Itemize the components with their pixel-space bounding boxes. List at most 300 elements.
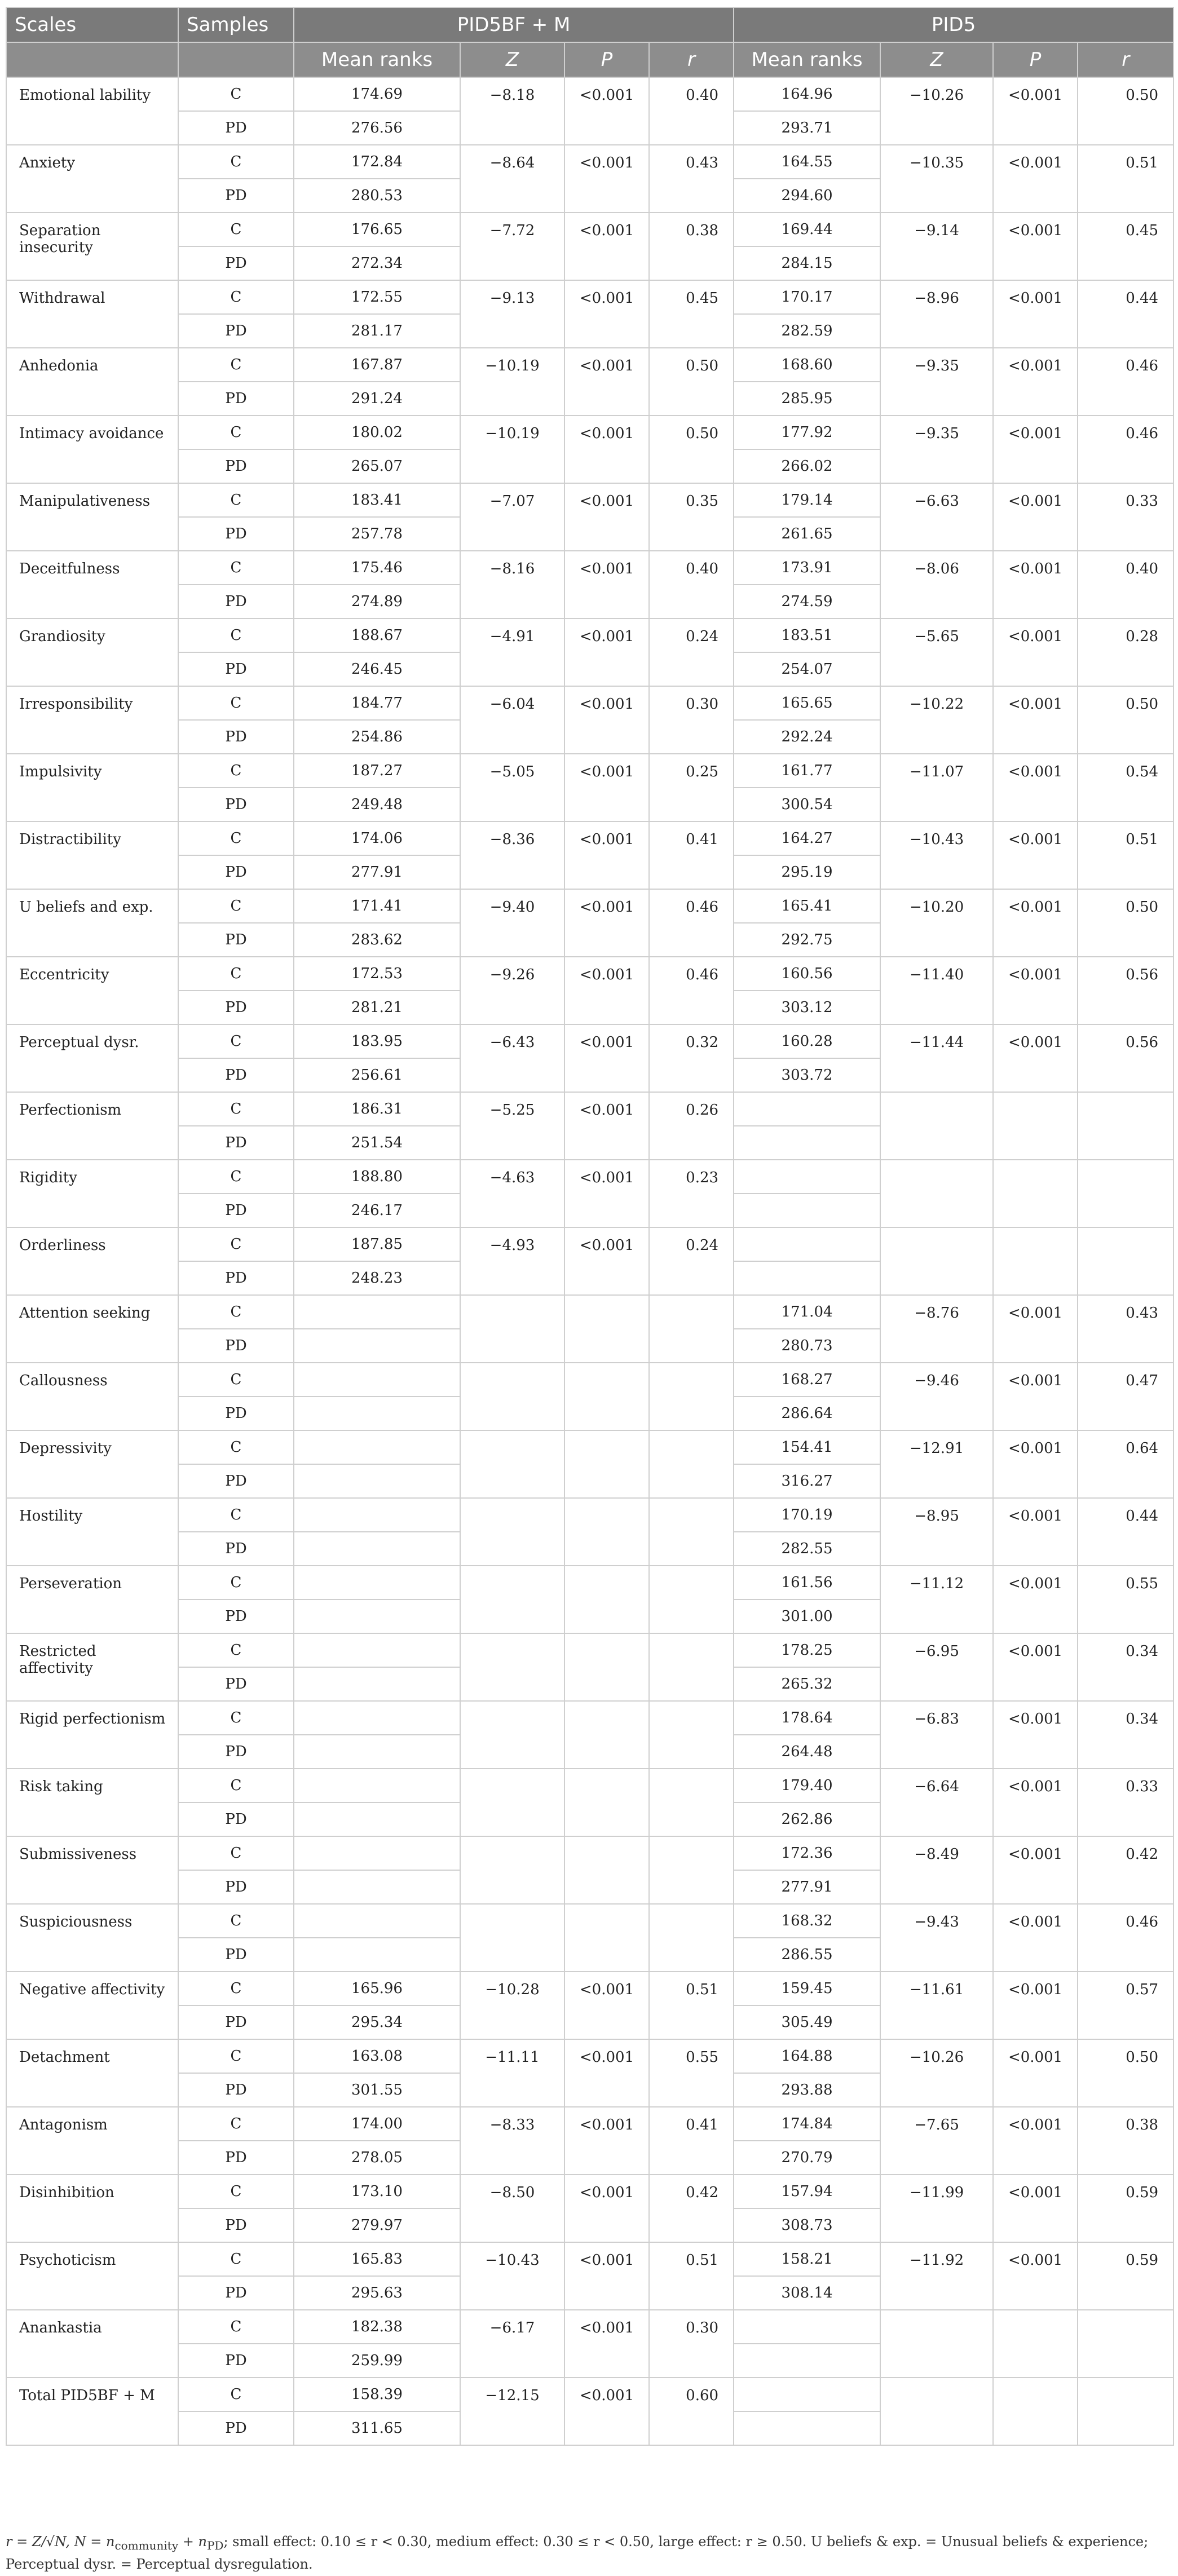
pid5bfm-r: 0.25 <box>649 754 734 821</box>
pid5bfm-mean-rank-c: 180.02 <box>294 416 460 449</box>
pid5-mean-rank-c: 174.84 <box>734 2107 880 2141</box>
pid5bfm-r: 0.24 <box>649 1227 734 1295</box>
pid5-r: 0.57 <box>1078 1972 1173 2039</box>
sample-label-pd: PD <box>178 1938 294 1972</box>
sample-label-pd: PD <box>178 449 294 483</box>
pid5bfm-r <box>649 1498 734 1566</box>
table-row <box>6 1836 1173 1870</box>
header-samples: Samples <box>178 7 294 42</box>
pid5bfm-mean-rank-pd: 274.89 <box>294 585 460 618</box>
pid5-mean-rank-c: 170.17 <box>734 280 880 314</box>
scale-name: Anxiety <box>6 145 178 213</box>
pid5-r: 0.38 <box>1078 2107 1173 2175</box>
scale-name: Anhedonia <box>6 348 178 416</box>
table-row <box>6 1295 1173 1329</box>
pid5-p: <0.001 <box>993 754 1078 821</box>
sample-label-pd: PD <box>178 1261 294 1295</box>
pid5-mean-rank-pd: 286.64 <box>734 1397 880 1430</box>
pid5bfm-p: <0.001 <box>564 1092 649 1160</box>
pid5bfm-mean-rank-c: 171.41 <box>294 889 460 923</box>
scale-name: Submissiveness <box>6 1836 178 1904</box>
pid5-z: −11.12 <box>880 1566 993 1633</box>
sample-label-c: C <box>178 416 294 449</box>
pid5-p: <0.001 <box>993 1024 1078 1092</box>
pid5bfm-mean-rank-pd <box>294 1802 460 1836</box>
sample-label-c: C <box>178 1769 294 1802</box>
pid5bfm-mean-rank-pd <box>294 1329 460 1363</box>
pid5-z <box>880 2310 993 2378</box>
scale-name: Impulsivity <box>6 754 178 821</box>
header-blank <box>178 42 294 77</box>
pid5-mean-rank-pd: 305.49 <box>734 2005 880 2039</box>
pid5-z: −9.14 <box>880 213 993 280</box>
pid5-r <box>1078 2378 1173 2445</box>
sample-label-pd: PD <box>178 2344 294 2378</box>
sample-label-pd: PD <box>178 1464 294 1498</box>
pid5bfm-z: −8.18 <box>460 77 564 145</box>
scale-name: Grandiosity <box>6 618 178 686</box>
sample-label-pd: PD <box>178 720 294 754</box>
pid5bfm-mean-rank-c: 183.95 <box>294 1024 460 1058</box>
pid5bfm-z: −8.64 <box>460 145 564 213</box>
scale-name: Psychoticism <box>6 2242 178 2310</box>
pid5-z: −12.91 <box>880 1430 993 1498</box>
pid5bfm-p <box>564 1769 649 1836</box>
table-row <box>6 1092 1173 1126</box>
pid5bfm-mean-rank-pd <box>294 1464 460 1498</box>
pid5bfm-mean-rank-pd <box>294 1735 460 1769</box>
table-row <box>6 686 1173 720</box>
scale-name: Perceptual dysr. <box>6 1024 178 1092</box>
pid5-mean-rank-pd <box>734 2344 880 2378</box>
pid5bfm-mean-rank-c <box>294 1295 460 1329</box>
pid5bfm-r: 0.41 <box>649 2107 734 2175</box>
pid5bfm-p: <0.001 <box>564 754 649 821</box>
table-row <box>6 1498 1173 1532</box>
pid5bfm-r: 0.41 <box>649 821 734 889</box>
scale-name: Restricted affectivity <box>6 1633 178 1701</box>
sample-label-c: C <box>178 821 294 855</box>
pid5-p: <0.001 <box>993 1904 1078 1972</box>
pid5bfm-p: <0.001 <box>564 2175 649 2242</box>
pid5bfm-r <box>649 1363 734 1430</box>
pid5bfm-r: 0.50 <box>649 416 734 483</box>
pid5bfm-p <box>564 1498 649 1566</box>
pid5bfm-p: <0.001 <box>564 686 649 754</box>
pid5-p: <0.001 <box>993 416 1078 483</box>
pid5bfm-r: 0.60 <box>649 2378 734 2445</box>
sample-label-pd: PD <box>178 1397 294 1430</box>
table-row <box>6 280 1173 314</box>
pid5-z: −11.99 <box>880 2175 993 2242</box>
pid5-mean-rank-pd: 301.00 <box>734 1599 880 1633</box>
scale-name: Withdrawal <box>6 280 178 348</box>
pid5bfm-p: <0.001 <box>564 213 649 280</box>
pid5bfm-r <box>649 1836 734 1904</box>
sample-label-c: C <box>178 618 294 652</box>
table-row <box>6 618 1173 652</box>
scale-name: Rigid perfectionism <box>6 1701 178 1769</box>
pid5bfm-p: <0.001 <box>564 2039 649 2107</box>
scale-name: Emotional lability <box>6 77 178 145</box>
pid5bfm-mean-rank-pd: 276.56 <box>294 111 460 145</box>
pid5bfm-mean-rank-c <box>294 1904 460 1938</box>
pid5-mean-rank-c: 179.14 <box>734 483 880 517</box>
pid5-z: −8.95 <box>880 1498 993 1566</box>
table-row <box>6 1904 1173 1938</box>
pid5-mean-rank-pd: 286.55 <box>734 1938 880 1972</box>
pid5bfm-r: 0.38 <box>649 213 734 280</box>
pid5bfm-mean-rank-c: 183.41 <box>294 483 460 517</box>
sample-label-pd: PD <box>178 1802 294 1836</box>
pid5bfm-r: 0.51 <box>649 2242 734 2310</box>
pid5bfm-r: 0.55 <box>649 2039 734 2107</box>
pid5-r: 0.47 <box>1078 1363 1173 1430</box>
footnote-sub-pd: PD <box>206 2538 224 2552</box>
sample-label-pd: PD <box>178 246 294 280</box>
scale-name: Intimacy avoidance <box>6 416 178 483</box>
table-row <box>6 1227 1173 1261</box>
pid5bfm-z: −10.43 <box>460 2242 564 2310</box>
pid5bfm-r <box>649 1701 734 1769</box>
table-row <box>6 2310 1173 2344</box>
pid5bfm-mean-rank-c: 165.83 <box>294 2242 460 2276</box>
table-row <box>6 1160 1173 1194</box>
sample-label-c: C <box>178 1836 294 1870</box>
pid5-mean-rank-pd: 303.12 <box>734 991 880 1024</box>
table-footnote <box>6 2533 1167 2574</box>
sample-label-c: C <box>178 1227 294 1261</box>
pid5bfm-p: <0.001 <box>564 889 649 957</box>
pid5-z: −8.96 <box>880 280 993 348</box>
pid5bfm-r <box>649 1295 734 1363</box>
pid5bfm-p <box>564 1836 649 1904</box>
pid5bfm-z: −8.33 <box>460 2107 564 2175</box>
pid5bfm-mean-rank-c: 182.38 <box>294 2310 460 2344</box>
pid5-z: −11.07 <box>880 754 993 821</box>
pid5-p <box>993 1227 1078 1295</box>
pid5-mean-rank-c: 178.64 <box>734 1701 880 1735</box>
header-mean-ranks: Mean ranks <box>734 42 880 77</box>
pid5-r <box>1078 1227 1173 1295</box>
pid5-p <box>993 1160 1078 1227</box>
pid5bfm-r <box>649 1769 734 1836</box>
pid5bfm-z <box>460 1363 564 1430</box>
pid5-z: −6.64 <box>880 1769 993 1836</box>
pid5-z: −11.92 <box>880 2242 993 2310</box>
table-row <box>6 213 1173 246</box>
pid5bfm-mean-rank-c <box>294 1633 460 1667</box>
pid5bfm-mean-rank-c: 174.06 <box>294 821 460 855</box>
pid5-z: −9.35 <box>880 416 993 483</box>
pid5-p: <0.001 <box>993 1363 1078 1430</box>
pid5bfm-mean-rank-pd <box>294 1397 460 1430</box>
pid5-p: <0.001 <box>993 1701 1078 1769</box>
pid5bfm-p: <0.001 <box>564 77 649 145</box>
pid5-mean-rank-c: 164.96 <box>734 77 880 111</box>
pid5-z: −10.43 <box>880 821 993 889</box>
pid5-r: 0.56 <box>1078 957 1173 1024</box>
pid5-r: 0.45 <box>1078 213 1173 280</box>
pid5bfm-mean-rank-pd: 246.45 <box>294 652 460 686</box>
pid5-z: −8.76 <box>880 1295 993 1363</box>
pid5-p: <0.001 <box>993 618 1078 686</box>
table-body <box>6 77 1173 2445</box>
pid5-r: 0.51 <box>1078 821 1173 889</box>
sample-label-c: C <box>178 280 294 314</box>
pid5bfm-p: <0.001 <box>564 1024 649 1092</box>
sample-label-pd: PD <box>178 652 294 686</box>
pid5-mean-rank-c: 172.36 <box>734 1836 880 1870</box>
header-r: r <box>649 42 734 77</box>
pid5-p: <0.001 <box>993 1769 1078 1836</box>
pid5-p: <0.001 <box>993 280 1078 348</box>
sample-label-pd: PD <box>178 1126 294 1160</box>
pid5bfm-mean-rank-pd: 311.65 <box>294 2411 460 2445</box>
pid5-mean-rank-pd: 293.71 <box>734 111 880 145</box>
table-row <box>6 2107 1173 2141</box>
pid5bfm-z <box>460 1904 564 1972</box>
pid5bfm-z: −8.16 <box>460 551 564 618</box>
pid5bfm-mean-rank-pd <box>294 1938 460 1972</box>
sample-label-c: C <box>178 1498 294 1532</box>
pid5-mean-rank-pd: 284.15 <box>734 246 880 280</box>
pid5-mean-rank-c: 170.19 <box>734 1498 880 1532</box>
table-row <box>6 1024 1173 1058</box>
sample-label-pd: PD <box>178 991 294 1024</box>
pid5-r: 0.46 <box>1078 416 1173 483</box>
pid5bfm-p: <0.001 <box>564 1227 649 1295</box>
pid5bfm-z: −10.19 <box>460 348 564 416</box>
scale-name: Eccentricity <box>6 957 178 1024</box>
pid5-mean-rank-c: 165.41 <box>734 889 880 923</box>
sample-label-c: C <box>178 957 294 991</box>
pid5-mean-rank-c <box>734 1092 880 1126</box>
table-row <box>6 1430 1173 1464</box>
scale-name: Perseveration <box>6 1566 178 1633</box>
scale-name: Deceitfulness <box>6 551 178 618</box>
pid5-mean-rank-pd <box>734 1194 880 1227</box>
pid5-r: 0.59 <box>1078 2242 1173 2310</box>
pid5-z: −9.46 <box>880 1363 993 1430</box>
header-p: P <box>993 42 1078 77</box>
sample-label-pd: PD <box>178 2073 294 2107</box>
pid5-mean-rank-c: 164.27 <box>734 821 880 855</box>
pid5bfm-p: <0.001 <box>564 821 649 889</box>
sample-label-pd: PD <box>178 2005 294 2039</box>
pid5bfm-p <box>564 1701 649 1769</box>
pid5bfm-z <box>460 1566 564 1633</box>
pid5-mean-rank-pd <box>734 2411 880 2445</box>
sample-label-c: C <box>178 77 294 111</box>
scale-name: Perfectionism <box>6 1092 178 1160</box>
pid5bfm-r: 0.23 <box>649 1160 734 1227</box>
pid5-p: <0.001 <box>993 1566 1078 1633</box>
pid5bfm-r: 0.26 <box>649 1092 734 1160</box>
sample-label-c: C <box>178 2107 294 2141</box>
pid5bfm-p: <0.001 <box>564 2378 649 2445</box>
pid5-r: 0.44 <box>1078 280 1173 348</box>
sample-label-pd: PD <box>178 179 294 213</box>
sample-label-pd: PD <box>178 1058 294 1092</box>
sample-label-pd: PD <box>178 111 294 145</box>
pid5-mean-rank-pd: 308.73 <box>734 2208 880 2242</box>
pid5-mean-rank-pd: 274.59 <box>734 585 880 618</box>
pid5bfm-p: <0.001 <box>564 618 649 686</box>
pid5-mean-rank-c: 168.60 <box>734 348 880 382</box>
pid5-mean-rank-c: 173.91 <box>734 551 880 585</box>
pid5bfm-mean-rank-pd: 248.23 <box>294 1261 460 1295</box>
pid5-z: −6.83 <box>880 1701 993 1769</box>
pid5-p: <0.001 <box>993 145 1078 213</box>
pid5bfm-r: 0.43 <box>649 145 734 213</box>
table-row <box>6 2378 1173 2411</box>
pid5-r: 0.33 <box>1078 1769 1173 1836</box>
pid5-mean-rank-c: 168.27 <box>734 1363 880 1397</box>
pid5bfm-r: 0.35 <box>649 483 734 551</box>
pid5-mean-rank-pd: 254.07 <box>734 652 880 686</box>
pid5bfm-mean-rank-c: 167.87 <box>294 348 460 382</box>
pid5-p: <0.001 <box>993 1295 1078 1363</box>
pid5bfm-mean-rank-pd: 246.17 <box>294 1194 460 1227</box>
pid5-r: 0.42 <box>1078 1836 1173 1904</box>
pid5-mean-rank-pd: 292.24 <box>734 720 880 754</box>
pid5-mean-rank-pd: 262.86 <box>734 1802 880 1836</box>
table-row <box>6 551 1173 585</box>
pid5bfm-mean-rank-c: 163.08 <box>294 2039 460 2073</box>
pid5-mean-rank-pd: 316.27 <box>734 1464 880 1498</box>
pid5-r <box>1078 2310 1173 2378</box>
pid5-r: 0.46 <box>1078 348 1173 416</box>
table-row <box>6 77 1173 111</box>
pid5-mean-rank-c <box>734 1160 880 1194</box>
pid5-r: 0.44 <box>1078 1498 1173 1566</box>
pid5bfm-mean-rank-c: 184.77 <box>294 686 460 720</box>
sample-label-pd: PD <box>178 517 294 551</box>
pid5bfm-mean-rank-pd <box>294 1667 460 1701</box>
pid5bfm-z: −7.72 <box>460 213 564 280</box>
pid5-z: −5.65 <box>880 618 993 686</box>
pid5bfm-r: 0.40 <box>649 551 734 618</box>
header-z: Z <box>460 42 564 77</box>
pid5-mean-rank-c: 183.51 <box>734 618 880 652</box>
pid5-p: <0.001 <box>993 551 1078 618</box>
pid5-mean-rank-pd: 303.72 <box>734 1058 880 1092</box>
pid5bfm-r <box>649 1633 734 1701</box>
pid5bfm-p: <0.001 <box>564 551 649 618</box>
pid5bfm-p: <0.001 <box>564 348 649 416</box>
sample-label-pd: PD <box>178 2276 294 2310</box>
pid5-mean-rank-pd: 282.55 <box>734 1532 880 1566</box>
pid5bfm-mean-rank-pd: 265.07 <box>294 449 460 483</box>
sample-label-pd: PD <box>178 1194 294 1227</box>
pid5-mean-rank-pd: 293.88 <box>734 2073 880 2107</box>
sample-label-c: C <box>178 551 294 585</box>
pid5bfm-r: 0.50 <box>649 348 734 416</box>
pid5-mean-rank-c: 160.56 <box>734 957 880 991</box>
pid5bfm-z <box>460 1430 564 1498</box>
table-row <box>6 1363 1173 1397</box>
header-scales: Scales <box>6 7 178 42</box>
pid5bfm-z: −4.93 <box>460 1227 564 1295</box>
sample-label-c: C <box>178 483 294 517</box>
scale-name: Total PID5BF + M <box>6 2378 178 2445</box>
pid5-z: −6.63 <box>880 483 993 551</box>
pid5-r: 0.64 <box>1078 1430 1173 1498</box>
pid5bfm-z: −11.11 <box>460 2039 564 2107</box>
pid5bfm-mean-rank-pd: 280.53 <box>294 179 460 213</box>
pid5-p: <0.001 <box>993 2242 1078 2310</box>
pid5-mean-rank-c: 160.28 <box>734 1024 880 1058</box>
pid5-mean-rank-c <box>734 2310 880 2344</box>
pid5bfm-mean-rank-pd: 301.55 <box>294 2073 460 2107</box>
pid5-mean-rank-c: 161.77 <box>734 754 880 788</box>
pid5bfm-mean-rank-pd: 257.78 <box>294 517 460 551</box>
pid5-r: 0.34 <box>1078 1633 1173 1701</box>
pid5-p <box>993 2378 1078 2445</box>
pid5-mean-rank-pd: 265.32 <box>734 1667 880 1701</box>
sample-label-c: C <box>178 1363 294 1397</box>
pid5-p: <0.001 <box>993 889 1078 957</box>
scale-name: Anankastia <box>6 2310 178 2378</box>
pid5bfm-p: <0.001 <box>564 957 649 1024</box>
pid5bfm-z: −10.19 <box>460 416 564 483</box>
pid5bfm-r: 0.24 <box>649 618 734 686</box>
pid5bfm-r: 0.42 <box>649 2175 734 2242</box>
pid5-mean-rank-c: 168.32 <box>734 1904 880 1938</box>
pid5bfm-mean-rank-pd <box>294 1599 460 1633</box>
pid5-z: −8.49 <box>880 1836 993 1904</box>
pid5bfm-z: −6.17 <box>460 2310 564 2378</box>
sample-label-c: C <box>178 2175 294 2208</box>
pid5-z: −10.35 <box>880 145 993 213</box>
pid5bfm-z: −9.13 <box>460 280 564 348</box>
pid5-p <box>993 2310 1078 2378</box>
sample-label-pd: PD <box>178 585 294 618</box>
pid5-p: <0.001 <box>993 821 1078 889</box>
pid5bfm-mean-rank-pd: 295.34 <box>294 2005 460 2039</box>
pid5-z <box>880 1227 993 1295</box>
table-row <box>6 1633 1173 1667</box>
pid5bfm-z: −4.91 <box>460 618 564 686</box>
pid5-z: −7.65 <box>880 2107 993 2175</box>
pid5bfm-z: −10.28 <box>460 1972 564 2039</box>
sample-label-c: C <box>178 2378 294 2411</box>
sample-label-pd: PD <box>178 2141 294 2175</box>
pid5bfm-p: <0.001 <box>564 2310 649 2378</box>
sample-label-c: C <box>178 2310 294 2344</box>
pid5-r: 0.28 <box>1078 618 1173 686</box>
pid5-mean-rank-c: 171.04 <box>734 1295 880 1329</box>
sample-label-pd: PD <box>178 1735 294 1769</box>
header-group-pid5: PID5 <box>734 7 1173 42</box>
sample-label-c: C <box>178 1092 294 1126</box>
pid5bfm-z: −6.04 <box>460 686 564 754</box>
sample-label-c: C <box>178 1972 294 2005</box>
pid5-mean-rank-pd: 282.59 <box>734 314 880 348</box>
pid5-r: 0.50 <box>1078 77 1173 145</box>
pid5bfm-mean-rank-c: 174.00 <box>294 2107 460 2141</box>
pid5-z <box>880 1092 993 1160</box>
sample-label-pd: PD <box>178 1532 294 1566</box>
pid5-p: <0.001 <box>993 1836 1078 1904</box>
sample-label-pd: PD <box>178 314 294 348</box>
pid5-z: −11.61 <box>880 1972 993 2039</box>
pid5bfm-r: 0.30 <box>649 686 734 754</box>
pid5-mean-rank-c: 169.44 <box>734 213 880 246</box>
pid5-p: <0.001 <box>993 1633 1078 1701</box>
pid5bfm-z: −5.05 <box>460 754 564 821</box>
